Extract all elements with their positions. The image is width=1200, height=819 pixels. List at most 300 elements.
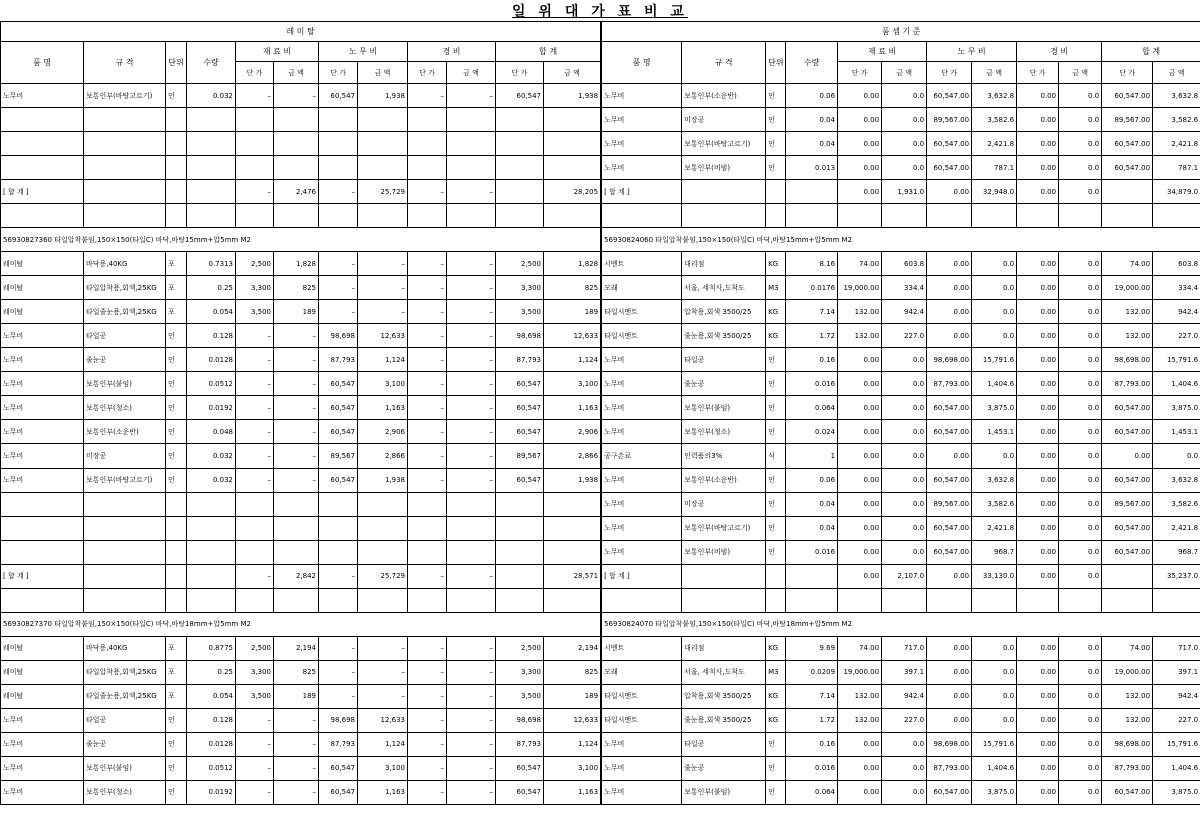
material-amount-cell: 0.0: [882, 396, 927, 420]
total-amount-cell: 227.0: [1153, 324, 1200, 348]
item-spec-cell: 보통인부(바탕고르기): [682, 132, 766, 156]
item-spec-cell: 줄눈공: [682, 372, 766, 396]
item-qty-cell: 0.048: [187, 420, 236, 444]
labor-amount-cell: 1,124: [358, 348, 408, 372]
expense-amount-cell: 0.0: [1059, 180, 1102, 204]
item-name-cell: 타일시멘트: [602, 708, 682, 732]
material-unit-price-cell: –: [236, 780, 274, 804]
total-amount-cell: [544, 156, 601, 180]
total-amount-cell: 1,453.1: [1153, 420, 1200, 444]
col-header-unit-price: 단 가: [236, 62, 274, 84]
expense-amount-cell: –: [447, 324, 496, 348]
item-unit-cell: 포: [166, 660, 187, 684]
material-amount-cell: –: [274, 756, 319, 780]
item-name-cell: 노무비: [602, 732, 682, 756]
expense-amount-cell: –: [447, 684, 496, 708]
item-qty-cell: 0.25: [187, 660, 236, 684]
labor-amount-cell: 15,791.6: [972, 732, 1017, 756]
material-amount-cell: –: [274, 324, 319, 348]
item-qty-cell: 0.06: [786, 84, 838, 108]
material-unit-price-cell: [236, 132, 274, 156]
total-unit-price-cell: 60,547: [496, 84, 544, 108]
expense-amount-cell: –: [447, 252, 496, 276]
item-unit-cell: 인: [166, 324, 187, 348]
col-header-unit: 단위: [766, 42, 786, 84]
item-unit-cell: 인: [166, 708, 187, 732]
material-amount-cell: –: [274, 444, 319, 468]
item-spec-cell: 대리점: [682, 636, 766, 660]
section-header-row: [602, 612, 1200, 636]
material-unit-price-cell: 0.00: [838, 84, 882, 108]
labor-amount-cell: 0.0: [972, 276, 1017, 300]
material-amount-cell: 0.0: [882, 756, 927, 780]
labor-amount-cell: 0.0: [972, 444, 1017, 468]
item-unit-cell: 인: [766, 756, 786, 780]
table-row: [602, 468, 1200, 492]
labor-unit-price-cell: 0.00: [927, 684, 972, 708]
labor-unit-price-cell: [319, 588, 358, 612]
item-spec-cell: 보통인부(소운반): [682, 84, 766, 108]
total-amount-cell: 35,237.0: [1153, 564, 1200, 588]
total-amount-cell: 2,421.8: [1153, 516, 1200, 540]
expense-amount-cell: 0.0: [1059, 84, 1102, 108]
col-header-unit: 단위: [166, 42, 187, 84]
material-unit-price-cell: [236, 108, 274, 132]
labor-amount-cell: –: [358, 252, 408, 276]
item-unit-cell: M3: [766, 276, 786, 300]
item-qty-cell: 0.054: [187, 684, 236, 708]
expense-unit-price-cell: 0.00: [1017, 324, 1059, 348]
total-amount-cell: [1153, 588, 1200, 612]
expense-unit-price-cell: 0.00: [1017, 84, 1059, 108]
col-header-name: 품 명: [602, 42, 682, 84]
expense-amount-cell: [447, 516, 496, 540]
expense-unit-price-cell: –: [408, 324, 447, 348]
expense-unit-price-cell: –: [408, 468, 447, 492]
expense-unit-price-cell: –: [408, 252, 447, 276]
item-name-cell: 시멘트: [602, 636, 682, 660]
expense-unit-price-cell: [408, 156, 447, 180]
total-amount-cell: 2,421.8: [1153, 132, 1200, 156]
material-unit-price-cell: [236, 588, 274, 612]
table-row: [1, 684, 601, 708]
expense-unit-price-cell: –: [408, 348, 447, 372]
expense-unit-price-cell: –: [408, 708, 447, 732]
expense-amount-cell: 0.0: [1059, 324, 1102, 348]
col-header-material: 재 료 비: [838, 42, 927, 62]
col-header-spec: 규 격: [84, 42, 166, 84]
expense-unit-price-cell: –: [408, 276, 447, 300]
material-amount-cell: 942.4: [882, 684, 927, 708]
expense-amount-cell: –: [447, 444, 496, 468]
material-amount-cell: 0.0: [882, 372, 927, 396]
item-qty-cell: 7.14: [786, 300, 838, 324]
expense-amount-cell: 0.0: [1059, 564, 1102, 588]
item-qty-cell: 0.0512: [187, 372, 236, 396]
item-spec-cell: 보통인부(청소): [84, 780, 166, 804]
item-qty-cell: 0.0192: [187, 780, 236, 804]
item-spec-cell: [84, 564, 166, 588]
item-spec-cell: 서울, 세척사,도착도: [682, 660, 766, 684]
total-unit-price-cell: [496, 156, 544, 180]
labor-unit-price-cell: 60,547: [319, 420, 358, 444]
item-unit-cell: 인: [766, 780, 786, 804]
total-unit-price-cell: 87,793.00: [1102, 372, 1153, 396]
expense-amount-cell: –: [447, 348, 496, 372]
total-amount-cell: [544, 204, 601, 228]
col-header-spec: 규 격: [682, 42, 766, 84]
item-qty-cell: [187, 180, 236, 204]
labor-unit-price-cell: 60,547: [319, 84, 358, 108]
item-qty-cell: 0.0128: [187, 348, 236, 372]
table-row: [602, 756, 1200, 780]
item-qty-cell: 0.04: [786, 516, 838, 540]
total-amount-cell: [544, 132, 601, 156]
table-row: [602, 660, 1200, 684]
material-amount-cell: –: [274, 708, 319, 732]
item-unit-cell: [166, 180, 187, 204]
total-unit-price-cell: 60,547: [496, 756, 544, 780]
total-amount-cell: [544, 540, 601, 564]
total-unit-price-cell: 60,547.00: [1102, 132, 1153, 156]
labor-unit-price-cell: [319, 132, 358, 156]
total-amount-cell: [544, 588, 601, 612]
item-name-cell: [ 합 계 ]: [1, 564, 84, 588]
table-row: [1, 492, 601, 516]
material-unit-price-cell: 19,000.00: [838, 660, 882, 684]
item-spec-cell: 타일공: [84, 324, 166, 348]
expense-unit-price-cell: 0.00: [1017, 276, 1059, 300]
material-unit-price-cell: –: [236, 348, 274, 372]
right-table-title: 품 셈 기 준: [602, 22, 1200, 42]
total-amount-cell: 28,205: [544, 180, 601, 204]
table-row: [602, 180, 1200, 204]
total-amount-cell: 3,875.0: [1153, 780, 1200, 804]
material-amount-cell: [274, 588, 319, 612]
labor-unit-price-cell: 60,547.00: [927, 516, 972, 540]
material-amount-cell: 942.4: [882, 300, 927, 324]
expense-unit-price-cell: [1017, 588, 1059, 612]
table-row: [1, 156, 601, 180]
item-spec-cell: [84, 540, 166, 564]
total-amount-cell: 942.4: [1153, 300, 1200, 324]
item-name-cell: 노무비: [602, 516, 682, 540]
col-header-total: 합 계: [1102, 42, 1200, 62]
item-name-cell: [1, 540, 84, 564]
item-unit-cell: 인: [166, 396, 187, 420]
table-row: [602, 732, 1200, 756]
item-unit-cell: 인: [766, 492, 786, 516]
material-amount-cell: 2,107.0: [882, 564, 927, 588]
labor-unit-price-cell: 0.00: [927, 324, 972, 348]
labor-unit-price-cell: [319, 156, 358, 180]
table-row: [1, 180, 601, 204]
total-amount-cell: 12,633: [544, 708, 601, 732]
expense-amount-cell: 0.0: [1059, 252, 1102, 276]
table-row: [602, 492, 1200, 516]
labor-amount-cell: 2,421.8: [972, 516, 1017, 540]
table-row: [602, 300, 1200, 324]
item-name-cell: 노무비: [602, 156, 682, 180]
labor-unit-price-cell: 60,547: [319, 780, 358, 804]
item-spec-cell: 보통인부(소운반): [682, 468, 766, 492]
labor-unit-price-cell: 0.00: [927, 300, 972, 324]
material-unit-price-cell: 19,000.00: [838, 276, 882, 300]
material-amount-cell: 0.0: [882, 156, 927, 180]
total-unit-price-cell: 60,547: [496, 372, 544, 396]
item-spec-cell: 미장공: [84, 444, 166, 468]
item-spec-cell: [84, 156, 166, 180]
material-unit-price-cell: [236, 516, 274, 540]
total-amount-cell: 34,879.0: [1153, 180, 1200, 204]
expense-amount-cell: 0.0: [1059, 348, 1102, 372]
table-row: [1, 108, 601, 132]
item-unit-cell: 인: [166, 420, 187, 444]
expense-amount-cell: –: [447, 780, 496, 804]
item-spec-cell: 인력품의3%: [682, 444, 766, 468]
material-unit-price-cell: [838, 204, 882, 228]
table-row: [602, 348, 1200, 372]
item-spec-cell: 타일줄눈용,회색,25KG: [84, 300, 166, 324]
table-row: [602, 276, 1200, 300]
table-row: [1, 468, 601, 492]
item-unit-cell: 포: [166, 276, 187, 300]
item-unit-cell: [766, 180, 786, 204]
item-unit-cell: 포: [166, 636, 187, 660]
material-amount-cell: –: [274, 780, 319, 804]
item-spec-cell: 타일줄눈용,회색,25KG: [84, 684, 166, 708]
labor-unit-price-cell: [927, 204, 972, 228]
expense-unit-price-cell: [1017, 204, 1059, 228]
item-qty-cell: 0.024: [786, 420, 838, 444]
col-header-unit-price: 단 가: [496, 62, 544, 84]
material-unit-price-cell: 0.00: [838, 780, 882, 804]
labor-unit-price-cell: [319, 540, 358, 564]
table-row: [602, 132, 1200, 156]
table-row: [1, 780, 601, 804]
material-unit-price-cell: –: [236, 468, 274, 492]
table-row: [602, 396, 1200, 420]
expense-unit-price-cell: 0.00: [1017, 780, 1059, 804]
material-unit-price-cell: 0.00: [838, 108, 882, 132]
material-amount-cell: –: [274, 732, 319, 756]
total-unit-price-cell: [496, 588, 544, 612]
expense-unit-price-cell: –: [408, 396, 447, 420]
item-spec-cell: [84, 492, 166, 516]
table-row: [1, 348, 601, 372]
total-unit-price-cell: 60,547: [496, 420, 544, 444]
item-name-cell: [1, 108, 84, 132]
labor-unit-price-cell: 60,547: [319, 372, 358, 396]
material-amount-cell: –: [274, 348, 319, 372]
expense-amount-cell: 0.0: [1059, 108, 1102, 132]
item-qty-cell: 0.128: [187, 708, 236, 732]
material-amount-cell: [274, 132, 319, 156]
item-name-cell: 공구손료: [602, 444, 682, 468]
labor-unit-price-cell: 60,547.00: [927, 420, 972, 444]
col-header-total: 합 계: [496, 42, 601, 62]
total-amount-cell: 717.0: [1153, 636, 1200, 660]
item-qty-cell: [187, 564, 236, 588]
table-row: [1, 636, 601, 660]
material-unit-price-cell: 0.00: [838, 348, 882, 372]
item-unit-cell: 인: [766, 468, 786, 492]
expense-amount-cell: 0.0: [1059, 468, 1102, 492]
labor-amount-cell: 3,582.6: [972, 492, 1017, 516]
total-unit-price-cell: 98,698: [496, 324, 544, 348]
total-unit-price-cell: [1102, 564, 1153, 588]
labor-amount-cell: –: [358, 300, 408, 324]
item-qty-cell: 0.16: [786, 348, 838, 372]
section-title: 56930827370 타일압착붙임,150×150(타일C) 바닥,바탕18mm+압5mm M2: [1, 612, 601, 636]
item-name-cell: 타일시멘트: [602, 684, 682, 708]
item-qty-cell: 0.0192: [187, 396, 236, 420]
expense-amount-cell: 0.0: [1059, 276, 1102, 300]
item-unit-cell: KG: [766, 324, 786, 348]
total-amount-cell: 334.4: [1153, 276, 1200, 300]
labor-unit-price-cell: 0.00: [927, 708, 972, 732]
document-title: 일 위 대 가 표 비 교: [512, 4, 688, 20]
item-unit-cell: 인: [766, 156, 786, 180]
total-unit-price-cell: 132.00: [1102, 300, 1153, 324]
total-amount-cell: 825: [544, 660, 601, 684]
item-spec-cell: [682, 204, 766, 228]
item-name-cell: 타일시멘트: [602, 300, 682, 324]
item-name-cell: 노무비: [602, 780, 682, 804]
item-qty-cell: 0.128: [187, 324, 236, 348]
item-name-cell: [1, 588, 84, 612]
item-name-cell: 노무비: [1, 756, 84, 780]
labor-amount-cell: 25,729: [358, 564, 408, 588]
expense-amount-cell: –: [447, 84, 496, 108]
material-amount-cell: 0.0: [882, 84, 927, 108]
total-amount-cell: 3,582.6: [1153, 492, 1200, 516]
expense-unit-price-cell: 0.00: [1017, 756, 1059, 780]
col-header-unit-price: 단 가: [1102, 62, 1153, 84]
expense-unit-price-cell: 0.00: [1017, 180, 1059, 204]
item-name-cell: 노무비: [602, 756, 682, 780]
material-unit-price-cell: [236, 204, 274, 228]
total-amount-cell: 825: [544, 276, 601, 300]
labor-amount-cell: 0.0: [972, 708, 1017, 732]
material-amount-cell: 2,476: [274, 180, 319, 204]
labor-amount-cell: [358, 588, 408, 612]
item-name-cell: 레미탈: [1, 660, 84, 684]
total-unit-price-cell: 87,793.00: [1102, 756, 1153, 780]
labor-amount-cell: 0.0: [972, 300, 1017, 324]
total-amount-cell: 397.1: [1153, 660, 1200, 684]
material-amount-cell: 0.0: [882, 132, 927, 156]
table-row: [1, 660, 601, 684]
labor-amount-cell: 15,791.6: [972, 348, 1017, 372]
item-name-cell: [ 합 계 ]: [1, 180, 84, 204]
table-row: [1, 300, 601, 324]
material-amount-cell: –: [274, 84, 319, 108]
expense-unit-price-cell: [408, 204, 447, 228]
expense-amount-cell: 0.0: [1059, 684, 1102, 708]
total-amount-cell: 3,632.8: [1153, 84, 1200, 108]
material-amount-cell: 0.0: [882, 420, 927, 444]
labor-unit-price-cell: [319, 492, 358, 516]
labor-amount-cell: 12,633: [358, 708, 408, 732]
section-header-row: [602, 228, 1200, 252]
material-unit-price-cell: 0.00: [838, 756, 882, 780]
labor-unit-price-cell: 98,698: [319, 324, 358, 348]
col-header-qty: 수량: [786, 42, 838, 84]
expense-amount-cell: –: [447, 732, 496, 756]
expense-amount-cell: –: [447, 636, 496, 660]
material-unit-price-cell: 0.00: [838, 444, 882, 468]
item-unit-cell: 인: [766, 420, 786, 444]
expense-unit-price-cell: –: [408, 300, 447, 324]
item-unit-cell: 인: [166, 468, 187, 492]
item-qty-cell: 0.04: [786, 108, 838, 132]
total-amount-cell: 3,100: [544, 756, 601, 780]
item-name-cell: 노무비: [1, 396, 84, 420]
total-unit-price-cell: [496, 516, 544, 540]
material-unit-price-cell: –: [236, 708, 274, 732]
table-row: [1, 420, 601, 444]
table-row: [602, 708, 1200, 732]
labor-amount-cell: 25,729: [358, 180, 408, 204]
item-spec-cell: 미장공: [682, 492, 766, 516]
item-name-cell: 노무비: [1, 708, 84, 732]
col-header-amount: 금 액: [882, 62, 927, 84]
col-header-material: 재 료 비: [236, 42, 319, 62]
total-amount-cell: 3,632.8: [1153, 468, 1200, 492]
total-unit-price-cell: 60,547: [496, 468, 544, 492]
total-unit-price-cell: 3,300: [496, 276, 544, 300]
total-amount-cell: 968.7: [1153, 540, 1200, 564]
item-name-cell: 모래: [602, 276, 682, 300]
labor-unit-price-cell: –: [319, 276, 358, 300]
item-spec-cell: 바닥용,40KG: [84, 636, 166, 660]
item-unit-cell: 인: [766, 132, 786, 156]
labor-amount-cell: 1,938: [358, 468, 408, 492]
table-row: [602, 420, 1200, 444]
total-amount-cell: 2,866: [544, 444, 601, 468]
expense-amount-cell: [447, 156, 496, 180]
expense-unit-price-cell: –: [408, 84, 447, 108]
labor-unit-price-cell: –: [319, 180, 358, 204]
col-header-unit-price: 단 가: [927, 62, 972, 84]
labor-unit-price-cell: 0.00: [927, 180, 972, 204]
material-amount-cell: –: [274, 468, 319, 492]
total-unit-price-cell: [496, 180, 544, 204]
item-qty-cell: [187, 588, 236, 612]
section-header-row: [1, 612, 601, 636]
material-amount-cell: 825: [274, 660, 319, 684]
table-row: [1, 276, 601, 300]
item-qty-cell: 0.0512: [187, 756, 236, 780]
item-spec-cell: 보통인부(비빔): [682, 156, 766, 180]
material-amount-cell: 0.0: [882, 780, 927, 804]
material-amount-cell: 189: [274, 684, 319, 708]
item-spec-cell: 타일압착용,회색,25KG: [84, 276, 166, 300]
labor-amount-cell: 1,404.6: [972, 756, 1017, 780]
item-qty-cell: 0.064: [786, 780, 838, 804]
expense-unit-price-cell: 0.00: [1017, 348, 1059, 372]
labor-unit-price-cell: [927, 588, 972, 612]
total-amount-cell: 1,938: [544, 84, 601, 108]
col-header-amount: 금 액: [1153, 62, 1200, 84]
section-header-row: [1, 228, 601, 252]
material-amount-cell: 0.0: [882, 732, 927, 756]
item-unit-cell: KG: [766, 252, 786, 276]
table-row: [602, 588, 1200, 612]
total-amount-cell: 0.0: [1153, 444, 1200, 468]
item-qty-cell: 0.016: [786, 756, 838, 780]
